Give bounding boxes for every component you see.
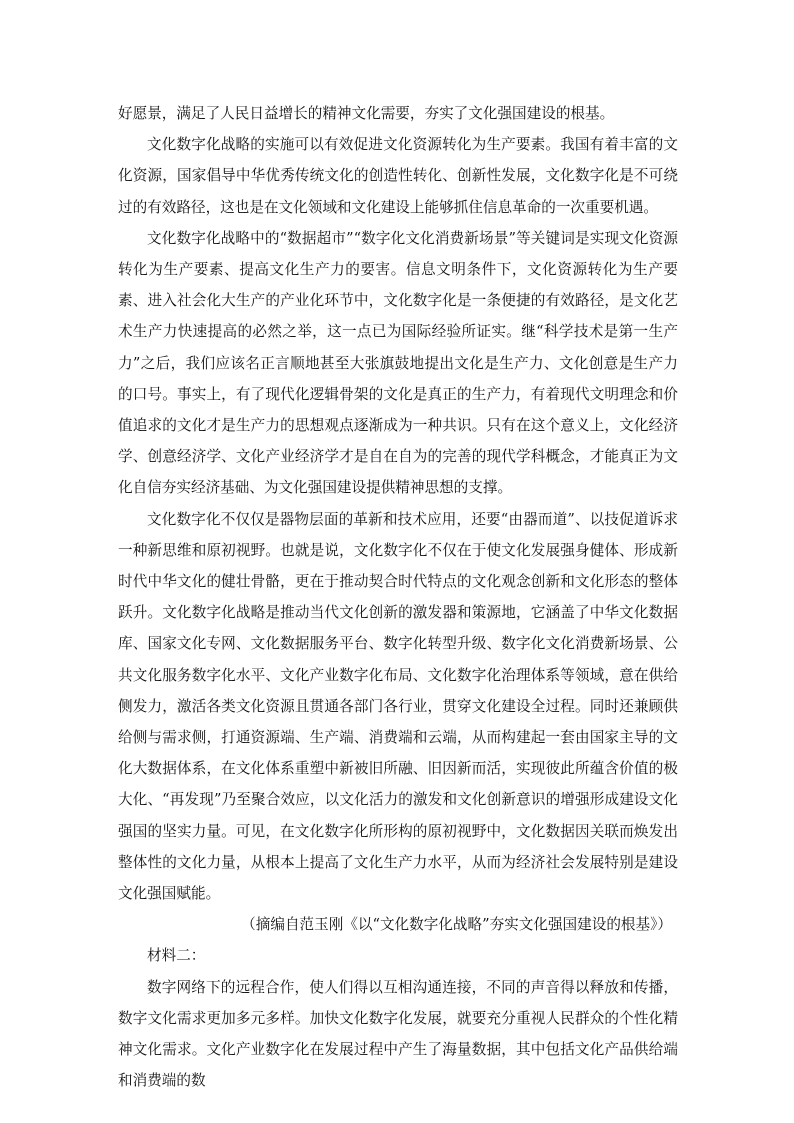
paragraph-continuation: 好愿景，满足了人民日益增长的精神文化需要，夯实了文化强国建设的根基。 [118, 105, 615, 122]
paragraph-material-two: 数字网络下的远程合作，使人们得以互相沟通连接，不同的声音得以释放和传播，数字文化需求更加多元多样。加快文化数字化发展，就要充分重视人民群众的个性化精神文化需求。文化产业数字化在发展过程中产生了海量数据，其中包括文化产品供给端和消费端的数 [118, 978, 678, 1090]
paragraph-resource-conversion: 文化数字化战略的实施可以有效促进文化资源转化为生产要素。我国有着丰富的文化资源，国家倡导中华优秀传统文化的创造性转化、创新性发展，文化数字化是不可绕过的有效路径，这也是在文化领域和文化建设上能够抓住信息革命的一次重要机遇。 [118, 136, 678, 216]
citation: （摘编自范玉刚《以“文化数字化战略”夯实文化强国建设的根基》） [241, 916, 672, 934]
paragraph-productivity: 文化数字化战略中的“数据超市”“数字化文化消费新场景”等关键词是实现文化资源转化为生产要素、提高文化生产力的要害。信息文明条件下，文化资源转化为生产要素、进入社会化大生产的产业化环节中，文化数字化是一条便捷的有效路径，是文化艺术生产力快速提高的必然之举，这一点已为国际经验所证实。继“科学技术是第一生产力”之后，我们应该名正言顺地甚至大张旗鼓地提出文化是生产力、文化创意是生产力的口号。事实上，有了现代化逻辑骨架的文化是真正的生产力，有着现代文明理念和价值追求的文化才是生产力的思想观点逐渐成为一种共识。只有在这个意义上，文化经济学、创意经济学、文化产业经济学才是自在自为的完善的现代学科概念，才能真正为文化自信夯实经济基础、为文化强国建设提供精神思想的支撑。 [118, 229, 678, 497]
document-page [118, 98, 678, 1097]
section-heading: 材料二： [147, 947, 206, 965]
paragraph-new-vision: 文化数字化不仅仅是器物层面的革新和技术应用，还要“由器而道”、以技促道诉求一种新思维和原初视野。也就是说，文化数字化不仅在于使文化发展强身健体、形成新时代中华文化的健壮骨骼，更在于推动契合时代特点的文化观念创新和文化形态的整体跃升。文化数字化战略是推动当代文化创新的激发器和策源地，它涵盖了中华文化数据库、国家文化专网、文化数据服务平台、数字化转型升级、数字化文化消费新场景、公共文化服务数字化水平、文化产业数字化布局、文化数字化治理体系等领域，意在供给侧发力，激活各类文化资源且贯通各部门各行业，贯穿文化建设全过程。同时还兼顾供给侧与需求侧，打通资源端、生产端、消费端和云端，从而构建起一套由国家主导的文化大数据体系，在文化体系重塑中新被旧所融、旧因新而活，实现彼此所蕴含价值的极大化、“再发现”乃至聚合效应，以文化活力的激发和文化创新意识的增强形成建设文化强国的坚实力量。可见，在文化数字化所形构的原初视野中，文化数据因关联而焕发出整体性的文化力量，从根本上提高了文化生产力水平，从而为经济社会发展特别是建设文化强国赋能。 [118, 510, 678, 903]
